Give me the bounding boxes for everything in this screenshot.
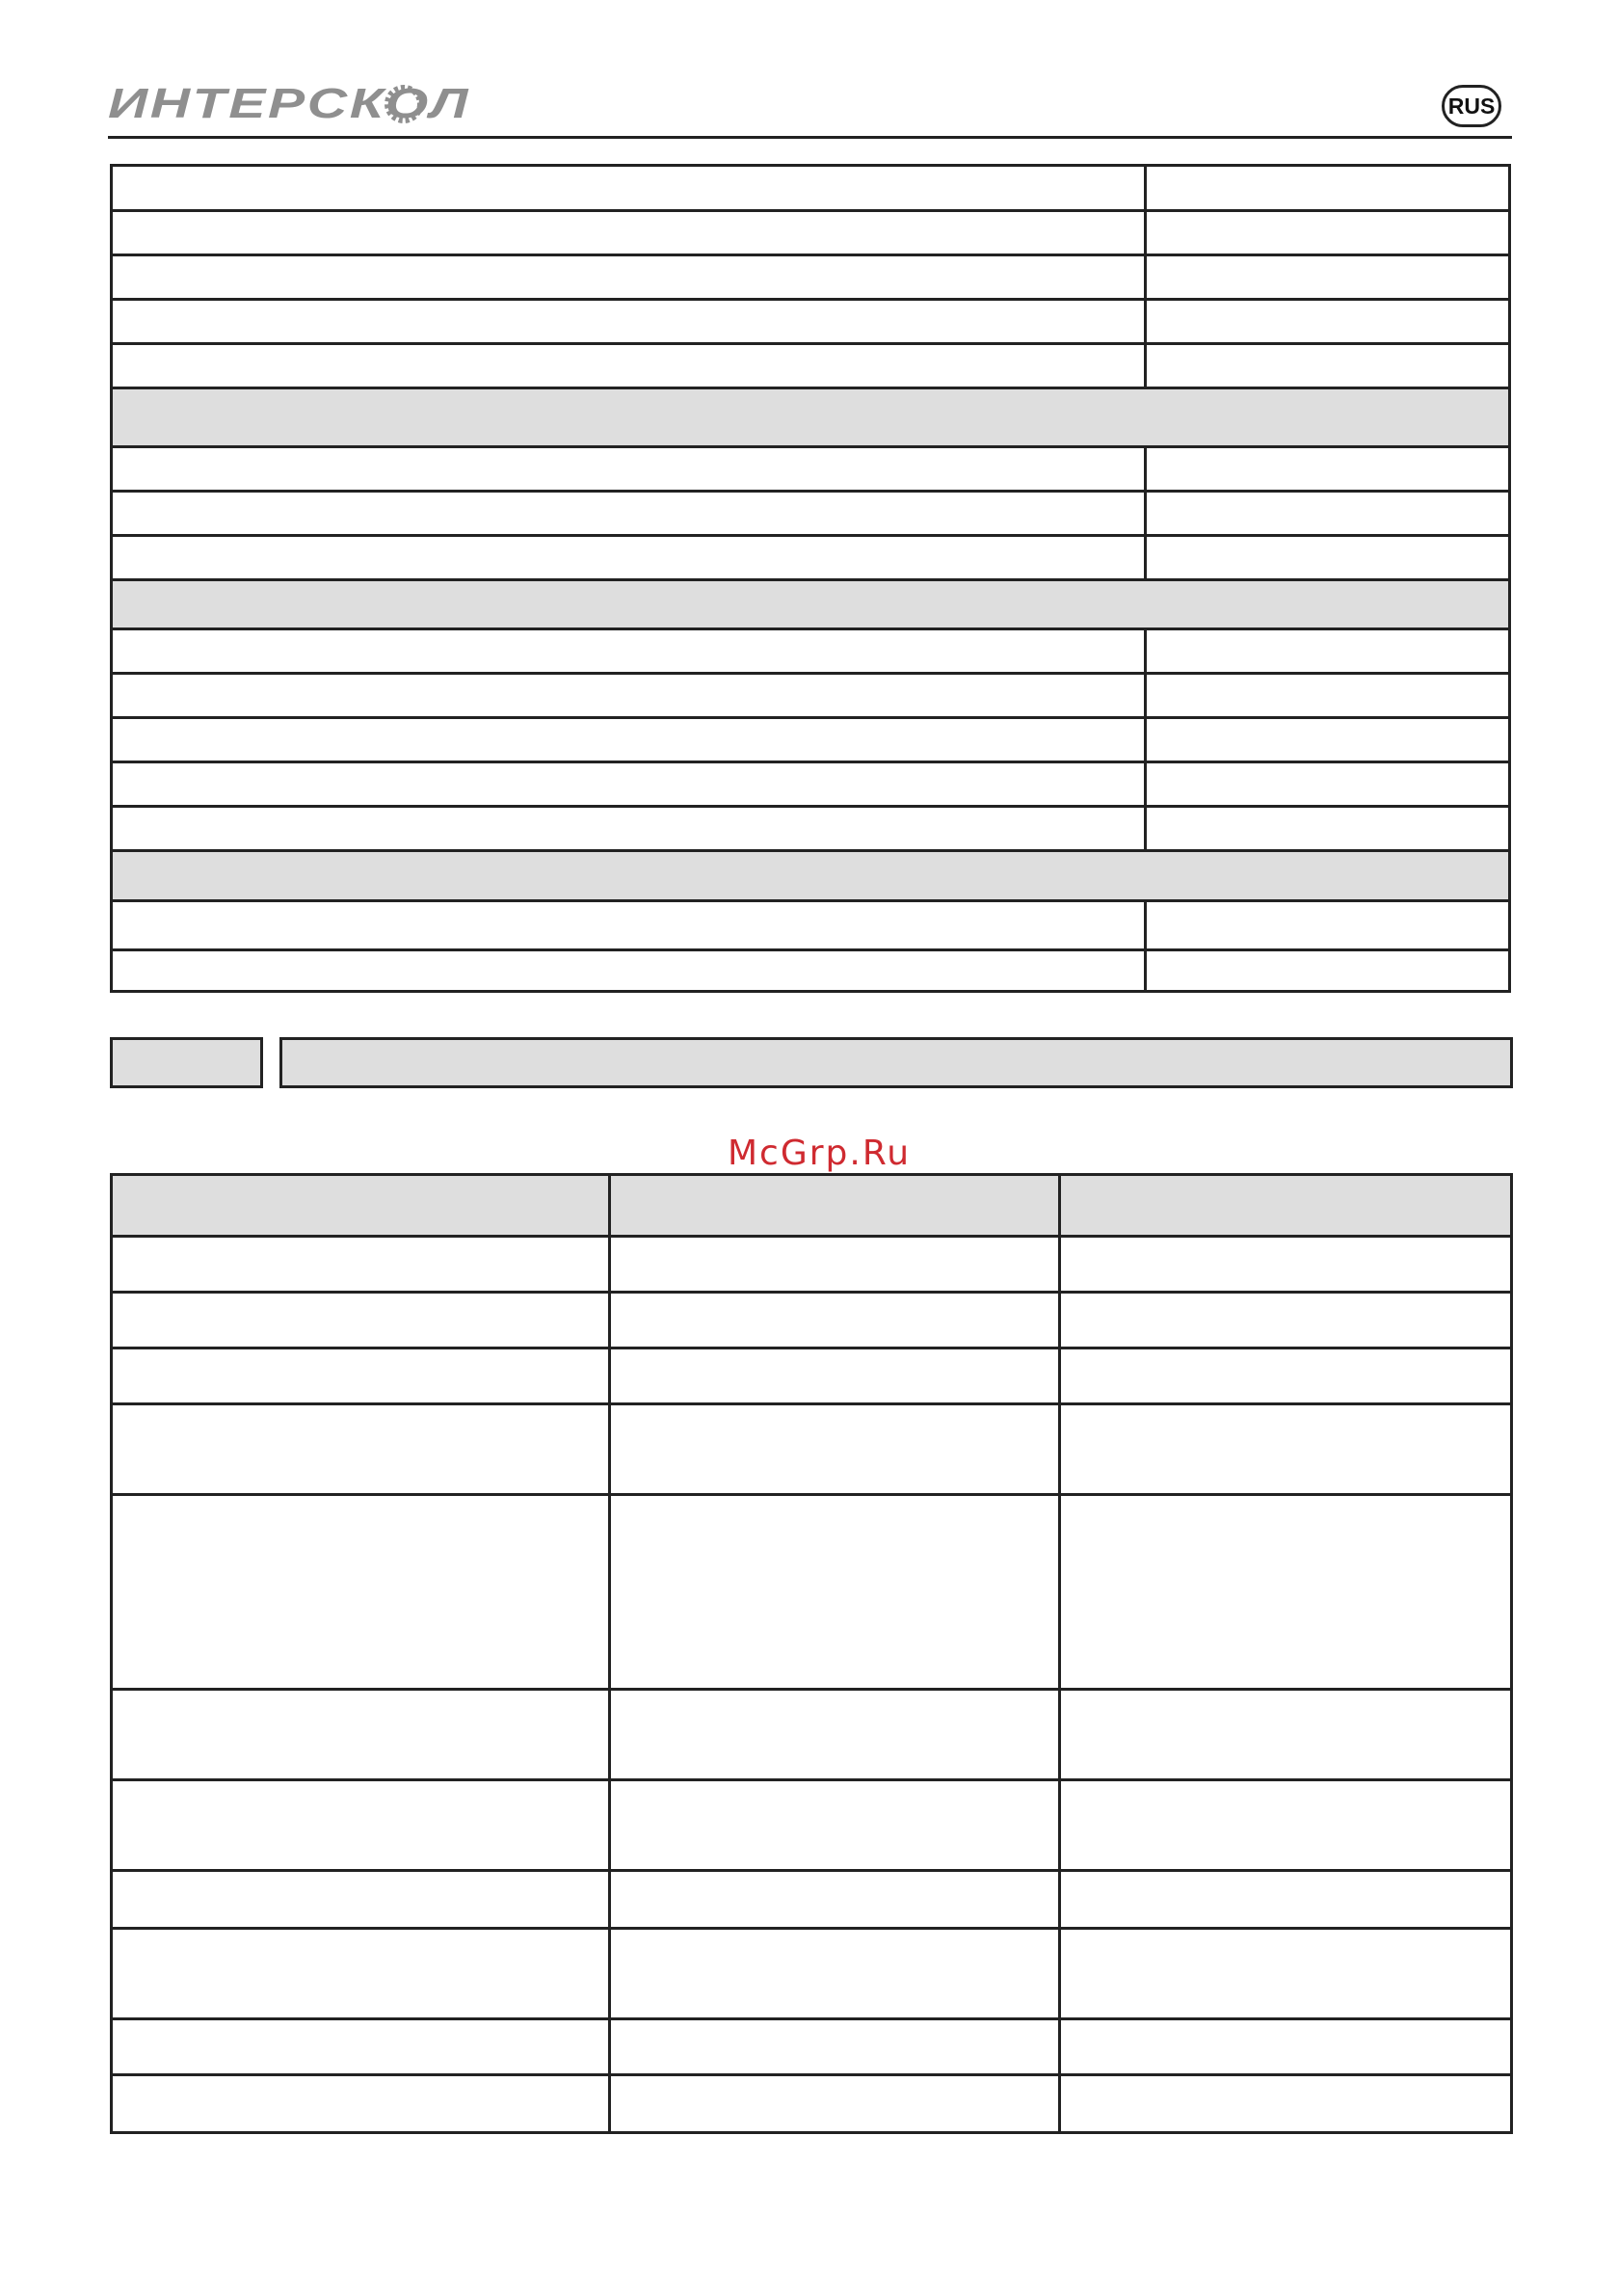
table-row <box>113 805 1508 849</box>
column-divider <box>1144 627 1147 849</box>
table-row <box>113 490 1508 534</box>
table-row <box>113 209 1508 254</box>
column-divider <box>608 1176 611 2131</box>
table-row <box>113 672 1508 716</box>
table-row <box>113 534 1508 578</box>
section-header-row <box>113 387 1508 445</box>
table-row <box>113 627 1508 672</box>
section-title-box <box>279 1037 1513 1088</box>
section-header-row <box>113 578 1508 627</box>
table-row <box>113 254 1508 298</box>
table-row <box>113 1291 1510 1347</box>
table-row <box>113 948 1508 993</box>
three-column-table <box>110 1173 1513 2134</box>
column-divider <box>1058 1176 1061 2131</box>
column-divider <box>1144 899 1147 993</box>
column-divider <box>1144 167 1147 387</box>
table-row <box>113 761 1508 805</box>
brand-logo-wordmark <box>106 79 472 127</box>
table-row <box>113 2073 1510 2134</box>
table-row <box>113 298 1508 342</box>
watermark: McGrp.Ru <box>727 1134 912 1173</box>
column-divider <box>1144 445 1147 578</box>
table-row <box>113 445 1508 490</box>
table-row <box>113 1235 1510 1291</box>
table-row <box>113 1493 1510 1688</box>
table-row <box>113 167 1508 209</box>
language-badge: RUS <box>1442 85 1501 127</box>
header-rule <box>108 136 1512 139</box>
table-row <box>113 1927 1510 2017</box>
table-row <box>113 1402 1510 1493</box>
table-row <box>113 716 1508 761</box>
table-row <box>113 1778 1510 1869</box>
table-row <box>113 1688 1510 1778</box>
table-row <box>113 1347 1510 1402</box>
brand-logo <box>106 79 472 127</box>
section-header-row <box>113 849 1508 899</box>
table-header-row <box>113 1176 1510 1235</box>
table-row <box>113 342 1508 387</box>
table-row <box>113 899 1508 948</box>
table-row <box>113 1869 1510 1927</box>
table-row <box>113 2017 1510 2073</box>
section-number-box <box>110 1037 263 1088</box>
spec-table-top <box>110 164 1511 993</box>
brand-name: ИНТЕРСКОЛ <box>108 80 470 127</box>
